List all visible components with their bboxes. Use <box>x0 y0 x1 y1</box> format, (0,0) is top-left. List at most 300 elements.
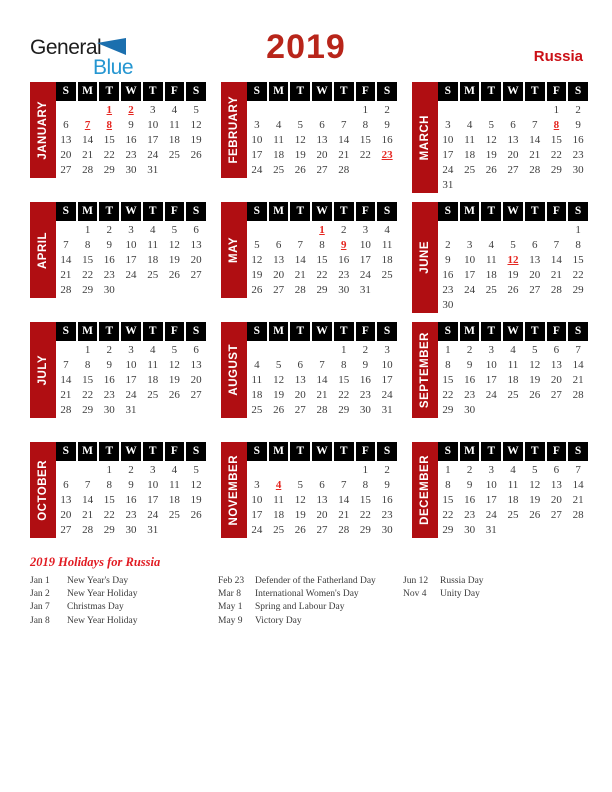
date-cell: 16 <box>125 494 137 506</box>
holiday-entry <box>218 588 403 601</box>
week-row <box>247 163 397 178</box>
weekday-cell: M <box>269 442 289 461</box>
holiday-date-cell: 1 <box>106 104 113 116</box>
date-cell: 6 <box>63 479 69 491</box>
date-cell: 29 <box>338 404 350 416</box>
date-cell: 28 <box>572 509 584 521</box>
date-cell: 29 <box>442 524 454 536</box>
empty-date-cell <box>56 103 76 118</box>
empty-date-cell <box>547 223 567 238</box>
date-cell: 21 <box>60 269 72 281</box>
date-cell: 14 <box>338 134 350 146</box>
date-cell: 28 <box>294 284 306 296</box>
date-cell: 14 <box>529 134 541 146</box>
week-row <box>438 103 588 118</box>
date-cell: 2 <box>466 344 473 356</box>
weekday-cell: T <box>143 322 163 341</box>
date-cell: 20 <box>60 509 72 521</box>
date-cell: 18 <box>273 149 285 161</box>
weekday-cell: S <box>186 442 206 461</box>
month-label: OCTOBER <box>37 459 49 521</box>
date-cell: 22 <box>103 149 115 161</box>
empty-date-cell <box>547 523 567 538</box>
logo-text-blue: Blue <box>93 56 134 79</box>
weekday-cell: T <box>99 442 119 461</box>
weekday-header-row <box>438 322 588 341</box>
date-cell: 2 <box>128 464 134 476</box>
date-cell: 4 <box>510 344 516 356</box>
date-cell: 14 <box>294 254 306 266</box>
date-cell: 6 <box>193 344 199 356</box>
date-cell: 21 <box>529 149 541 161</box>
weekday-header-row <box>56 82 206 101</box>
date-cell: 1 <box>445 344 451 356</box>
empty-date-cell <box>460 298 480 313</box>
date-cell: 27 <box>507 164 519 176</box>
date-cell: 8 <box>445 479 451 491</box>
weekday-cell: W <box>121 442 141 461</box>
empty-date-cell <box>503 178 523 193</box>
date-cell: 9 <box>106 359 113 371</box>
empty-date-cell <box>56 463 76 478</box>
date-cell: 17 <box>147 494 159 506</box>
empty-date-cell <box>269 103 289 118</box>
month-label-strip <box>412 82 438 193</box>
date-cell: 11 <box>464 134 475 146</box>
date-cell: 26 <box>190 149 202 161</box>
date-cell: 12 <box>168 359 180 371</box>
week-row <box>438 343 588 358</box>
date-cell: 25 <box>381 269 393 281</box>
date-cell: 1 <box>445 464 451 476</box>
weekday-cell: M <box>78 442 98 461</box>
holiday-date: Jan 2 <box>30 589 50 600</box>
holiday-name: Unity Day <box>440 589 480 600</box>
week-row <box>56 358 206 373</box>
weekday-cell: S <box>56 82 76 101</box>
date-cell: 18 <box>147 374 159 386</box>
month-label-strip <box>221 442 247 538</box>
date-cell: 5 <box>510 239 516 251</box>
holiday-date: Jan 7 <box>30 602 50 613</box>
date-cell: 12 <box>294 134 306 146</box>
weekday-cell: M <box>269 82 289 101</box>
date-cell: 16 <box>381 134 393 146</box>
date-cell: 28 <box>82 164 94 176</box>
date-cell: 10 <box>485 479 497 491</box>
date-cell: 15 <box>338 374 350 386</box>
page-title-year: 2019 <box>266 28 346 66</box>
empty-date-cell <box>525 403 545 418</box>
weekday-cell: F <box>165 82 185 101</box>
date-cell: 17 <box>464 269 476 281</box>
date-cell: 12 <box>251 254 263 266</box>
date-cell: 12 <box>529 359 541 371</box>
empty-date-cell <box>481 178 501 193</box>
weekday-cell: W <box>312 322 332 341</box>
week-row <box>56 148 206 163</box>
date-cell: 23 <box>125 509 137 521</box>
week-row <box>438 478 588 493</box>
date-cell: 5 <box>171 224 178 236</box>
date-cell: 20 <box>550 494 562 506</box>
weekday-cell: F <box>547 442 567 461</box>
empty-date-cell <box>525 103 545 118</box>
empty-date-cell <box>165 523 185 538</box>
date-cell: 20 <box>507 149 519 161</box>
date-cell: 5 <box>193 464 199 476</box>
date-cell: 27 <box>60 524 72 536</box>
date-cell: 14 <box>572 359 584 371</box>
date-cell: 23 <box>464 389 476 401</box>
weekday-cell: T <box>290 82 310 101</box>
date-cell: 17 <box>147 134 159 146</box>
empty-date-cell <box>312 343 332 358</box>
date-cell: 6 <box>510 119 516 131</box>
month-grid <box>56 82 206 178</box>
date-cell: 17 <box>485 494 497 506</box>
empty-date-cell <box>568 178 588 193</box>
date-cell: 18 <box>381 254 393 266</box>
empty-date-cell <box>503 298 523 313</box>
date-cell: 5 <box>275 359 282 371</box>
month-april <box>30 202 206 298</box>
date-cell: 29 <box>572 284 584 296</box>
weekday-cell: W <box>503 82 523 101</box>
date-cell: 15 <box>442 494 454 506</box>
empty-date-cell <box>547 298 567 313</box>
holiday-date: Jun 12 <box>403 576 429 586</box>
date-cell: 18 <box>251 389 263 401</box>
date-cell: 25 <box>464 164 476 176</box>
month-label: DECEMBER <box>419 455 431 525</box>
date-cell: 24 <box>251 164 263 176</box>
empty-date-cell <box>165 403 185 418</box>
date-cell: 19 <box>251 269 263 281</box>
month-label-strip <box>221 202 247 298</box>
week-row <box>247 343 397 358</box>
date-cell: 3 <box>488 464 495 476</box>
week-row <box>56 523 206 538</box>
date-cell: 13 <box>507 134 519 146</box>
weekday-cell: T <box>99 202 119 221</box>
date-cell: 10 <box>442 134 454 146</box>
weekday-cell: W <box>503 322 523 341</box>
week-row <box>438 388 588 403</box>
weekday-cell: M <box>269 322 289 341</box>
date-cell: 9 <box>128 479 134 491</box>
date-cell: 13 <box>294 374 306 386</box>
date-cell: 11 <box>485 254 497 266</box>
weekday-cell: M <box>460 82 480 101</box>
date-cell: 13 <box>60 494 72 506</box>
month-grid <box>247 322 397 418</box>
date-cell: 20 <box>273 269 285 281</box>
date-cell: 11 <box>381 239 393 251</box>
date-cell: 16 <box>572 134 584 146</box>
date-cell: 5 <box>297 479 304 491</box>
date-cell: 9 <box>575 119 581 131</box>
date-cell: 30 <box>442 299 454 311</box>
date-cell: 25 <box>273 164 285 176</box>
date-cell: 24 <box>359 269 371 281</box>
date-cell: 16 <box>381 494 393 506</box>
date-cell: 20 <box>316 149 328 161</box>
empty-date-cell <box>481 403 501 418</box>
date-cell: 4 <box>488 239 495 251</box>
date-cell: 1 <box>553 104 560 116</box>
holiday-columns <box>30 575 590 628</box>
date-cell: 11 <box>147 239 158 251</box>
date-cell: 22 <box>550 149 562 161</box>
date-cell: 10 <box>251 134 263 146</box>
weekday-cell: F <box>165 442 185 461</box>
date-cell: 8 <box>575 239 581 251</box>
date-cell: 2 <box>362 344 369 356</box>
date-cell: 30 <box>381 524 393 536</box>
date-cell: 22 <box>359 509 371 521</box>
date-cell: 9 <box>445 254 451 266</box>
weekday-cell: S <box>247 322 267 341</box>
date-cell: 15 <box>82 374 94 386</box>
weekday-cell: S <box>56 442 76 461</box>
week-row <box>247 508 397 523</box>
date-cell: 14 <box>82 494 94 506</box>
weekday-header-row <box>56 202 206 221</box>
date-cell: 29 <box>359 524 371 536</box>
date-cell: 9 <box>128 119 134 131</box>
date-cell: 24 <box>251 524 263 536</box>
empty-date-cell <box>78 463 98 478</box>
empty-date-cell <box>247 223 267 238</box>
holidays-section <box>30 555 590 628</box>
week-row <box>247 403 397 418</box>
date-cell: 25 <box>507 389 519 401</box>
date-cell: 12 <box>190 119 202 131</box>
date-cell: 15 <box>572 254 584 266</box>
week-row <box>438 508 588 523</box>
month-may <box>221 202 397 298</box>
date-cell: 28 <box>60 404 72 416</box>
date-cell: 24 <box>464 284 476 296</box>
date-cell: 25 <box>168 509 180 521</box>
week-row <box>247 118 397 133</box>
empty-date-cell <box>438 223 458 238</box>
week-row <box>56 463 206 478</box>
weekday-cell: W <box>312 442 332 461</box>
date-cell: 21 <box>82 509 94 521</box>
date-cell: 28 <box>60 284 72 296</box>
holiday-date: May 1 <box>218 602 243 613</box>
month-august <box>221 322 397 418</box>
date-cell: 2 <box>466 464 473 476</box>
weekday-cell: S <box>568 82 588 101</box>
week-row <box>247 373 397 388</box>
date-cell: 10 <box>125 239 137 251</box>
month-label: JUNE <box>419 241 431 274</box>
month-label: FEBRUARY <box>228 96 240 164</box>
weekday-cell: S <box>377 442 397 461</box>
month-label-strip <box>221 82 247 178</box>
month-label: MARCH <box>419 114 431 161</box>
empty-date-cell <box>460 103 480 118</box>
empty-date-cell <box>525 523 545 538</box>
date-cell: 11 <box>169 479 180 491</box>
date-cell: 19 <box>190 494 202 506</box>
date-cell: 4 <box>254 359 260 371</box>
date-cell: 6 <box>319 479 325 491</box>
date-cell: 15 <box>82 254 94 266</box>
calendar-grid <box>30 82 582 562</box>
weekday-cell: T <box>290 202 310 221</box>
month-label-strip <box>30 202 56 298</box>
date-cell: 4 <box>171 464 178 476</box>
date-cell: 27 <box>190 389 202 401</box>
weekday-header-row <box>56 322 206 341</box>
date-cell: 7 <box>340 479 347 491</box>
holiday-name: Christmas Day <box>67 602 124 613</box>
holiday-date: Nov 4 <box>403 589 427 600</box>
date-cell: 27 <box>316 164 328 176</box>
date-cell: 17 <box>442 149 454 161</box>
week-row <box>247 268 397 283</box>
date-cell: 13 <box>190 239 202 251</box>
date-cell: 17 <box>359 254 371 266</box>
date-cell: 23 <box>103 269 115 281</box>
week-row <box>438 253 588 268</box>
date-cell: 14 <box>338 494 350 506</box>
date-cell: 1 <box>106 464 113 476</box>
date-cell: 16 <box>125 134 137 146</box>
empty-date-cell <box>312 463 332 478</box>
holiday-date-cell: 9 <box>340 239 347 251</box>
empty-date-cell <box>547 403 567 418</box>
week-row <box>438 163 588 178</box>
date-cell: 28 <box>338 524 350 536</box>
weekday-cell: M <box>78 82 98 101</box>
date-cell: 3 <box>128 344 134 356</box>
weekday-cell: T <box>99 82 119 101</box>
date-cell: 22 <box>572 269 584 281</box>
month-grid <box>438 322 588 418</box>
empty-date-cell <box>503 103 523 118</box>
holiday-date: Feb 23 <box>218 576 245 586</box>
holiday-date: Jan 8 <box>30 615 50 626</box>
date-cell: 30 <box>338 284 350 296</box>
week-row <box>247 253 397 268</box>
date-cell: 4 <box>171 104 178 116</box>
date-cell: 3 <box>149 104 156 116</box>
weekday-cell: M <box>460 322 480 341</box>
date-cell: 8 <box>84 239 91 251</box>
weekday-cell: S <box>56 202 76 221</box>
date-cell: 25 <box>168 149 180 161</box>
date-cell: 23 <box>359 389 371 401</box>
date-cell: 19 <box>485 149 497 161</box>
date-cell: 25 <box>147 269 159 281</box>
date-cell: 5 <box>254 239 260 251</box>
weekday-header-row <box>438 442 588 461</box>
empty-date-cell <box>503 523 523 538</box>
week-row <box>247 478 397 493</box>
date-cell: 2 <box>384 104 390 116</box>
week-row <box>56 508 206 523</box>
holiday-date: Mar 8 <box>218 589 241 600</box>
holiday-date-cell: 12 <box>507 254 519 266</box>
date-cell: 26 <box>168 269 180 281</box>
date-cell: 1 <box>362 104 369 116</box>
date-cell: 31 <box>147 524 159 536</box>
holidays-section-title: 2019 Holidays for Russia <box>30 555 161 569</box>
weekday-header-row <box>247 82 397 101</box>
month-grid <box>247 82 397 178</box>
date-cell: 27 <box>190 269 202 281</box>
date-cell: 15 <box>550 134 562 146</box>
weekday-cell: T <box>525 202 545 221</box>
weekday-cell: T <box>525 442 545 461</box>
logo-text-general: General <box>30 36 102 59</box>
date-cell: 23 <box>464 509 476 521</box>
date-cell: 21 <box>82 149 94 161</box>
holiday-name: Spring and Labour Day <box>255 602 345 613</box>
holiday-entry <box>403 575 590 588</box>
weekday-cell: W <box>121 322 141 341</box>
date-cell: 13 <box>273 254 285 266</box>
weekday-cell: T <box>334 202 354 221</box>
week-row <box>438 523 588 538</box>
week-row <box>247 493 397 508</box>
week-row <box>438 358 588 373</box>
weekday-cell: S <box>247 82 267 101</box>
date-cell: 18 <box>168 494 180 506</box>
weekday-cell: F <box>547 202 567 221</box>
date-cell: 26 <box>168 389 180 401</box>
date-cell: 12 <box>529 479 541 491</box>
week-row <box>56 388 206 403</box>
week-row <box>247 133 397 148</box>
date-cell: 16 <box>464 494 476 506</box>
week-row <box>247 388 397 403</box>
date-cell: 16 <box>103 374 115 386</box>
weekday-cell: S <box>247 442 267 461</box>
date-cell: 25 <box>485 284 497 296</box>
month-label-strip <box>30 82 56 178</box>
date-cell: 20 <box>190 254 202 266</box>
date-cell: 8 <box>340 359 347 371</box>
week-row <box>438 268 588 283</box>
date-cell: 8 <box>445 359 451 371</box>
date-cell: 3 <box>254 119 260 131</box>
weekday-cell: S <box>247 202 267 221</box>
date-cell: 18 <box>485 269 497 281</box>
empty-date-cell <box>290 103 310 118</box>
month-july <box>30 322 206 418</box>
holiday-date-cell: 8 <box>553 119 560 131</box>
date-cell: 23 <box>338 269 350 281</box>
date-cell: 6 <box>63 119 69 131</box>
date-cell: 3 <box>362 224 369 236</box>
weekday-cell: T <box>334 82 354 101</box>
week-row <box>438 373 588 388</box>
weekday-cell: F <box>165 322 185 341</box>
date-cell: 13 <box>316 134 328 146</box>
date-cell: 19 <box>294 149 306 161</box>
week-row <box>438 148 588 163</box>
date-cell: 5 <box>531 464 538 476</box>
date-cell: 7 <box>63 239 69 251</box>
date-cell: 9 <box>466 479 473 491</box>
month-grid <box>56 202 206 298</box>
